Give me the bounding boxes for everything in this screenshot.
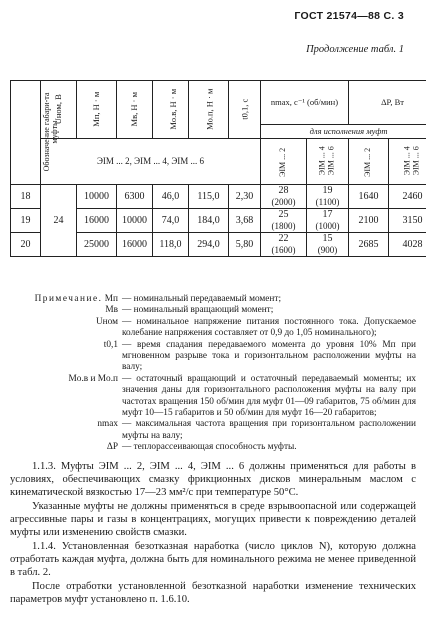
note-label: nmax (97, 419, 118, 430)
note-label: t0,1 (103, 339, 118, 350)
header-mop: Mо.п, Н · м (189, 81, 229, 139)
note-item (10, 305, 416, 316)
note-text: — номинальное напряжение питания постоянного тока. Допускаемое колебание напряжения составляет от 0,9 до 1,05 номинального); (122, 316, 416, 339)
cell-mv: 16000 (117, 233, 153, 257)
execution-label: для исполнения муфт (261, 125, 426, 139)
exec-n-2: ЭIM ... 2 (261, 139, 307, 185)
cell-size: 20 (11, 233, 41, 257)
note-item (10, 340, 416, 374)
note-text: — остаточный вращающий и остаточный передаваемый моменты; их значения даны для горизонтального расположения муфты на валу при частотах вращения 150 об/мин для муфт 01—09 габаритов, 75 об/мин для муфт 10—15 габаритов и 50 об/мин для муфт 16—20 габаритов; (122, 373, 416, 419)
table-notes (10, 294, 416, 454)
notes-title: Примечание. (34, 294, 103, 304)
cell-n2: 17 (1000) (307, 209, 349, 233)
note-label: Mп (104, 294, 118, 304)
paragraph-after: После отработки установленной безотказной наработки изменение технических параметров муфт установлено п. 1.6.10. (10, 581, 416, 606)
cell-mov: 46,0 (153, 185, 189, 209)
header-mv: Mв, Н · м (117, 81, 153, 139)
cell-p2: 4028 (389, 233, 426, 257)
page-header: ГОСТ 21574—88 С. 3 (294, 10, 404, 22)
cell-t: 5,80 (229, 233, 261, 257)
note-item (10, 419, 416, 442)
cell-t: 2,30 (229, 185, 261, 209)
cell-mn: 16000 (77, 209, 117, 233)
exec-p-2: ЭIM ... 2 (349, 139, 389, 185)
note-item (10, 374, 416, 420)
exec-group-all: ЭIM ... 2, ЭIM ... 4, ЭIM ... 6 (41, 139, 261, 185)
cell-p1: 2685 (349, 233, 389, 257)
cell-n2: 19 (1100) (307, 185, 349, 209)
header-nmax: nmax, с⁻¹ (об/мин) (261, 81, 349, 125)
paragraph-1-1-4: 1.1.4. Установленная безотказная наработка (число циклов N), которую должна отработать каждая муфта, должна быть для номинального режима не менее приведенной в табл. 2. (10, 541, 416, 579)
note-item (10, 317, 416, 340)
note-text: — теплорассеивающая способность муфты. (122, 442, 297, 453)
cell-p1: 1640 (349, 185, 389, 209)
cell-n1: 28 (2000) (261, 185, 307, 209)
header-mov: Mо.в, Н · м (153, 81, 189, 139)
cell-mn: 25000 (77, 233, 117, 257)
cell-mop: 184,0 (189, 209, 229, 233)
cell-t: 3,68 (229, 209, 261, 233)
note-text: — номинальный передаваемый момент; (122, 294, 282, 304)
note-label: ΔP (106, 442, 118, 453)
cell-p2: 2460 (389, 185, 426, 209)
cell-voltage: 24 (41, 185, 77, 257)
cell-size: 19 (11, 209, 41, 233)
cell-mv: 10000 (117, 209, 153, 233)
cell-n2: 15 (900) (307, 233, 349, 257)
note-label: Uном (95, 316, 118, 327)
cell-size: 18 (11, 185, 41, 209)
cell-p2: 3150 (389, 209, 426, 233)
parameters-table (10, 80, 426, 257)
note-text: — номинальный вращающий момент; (122, 305, 274, 316)
table-row (11, 185, 426, 209)
note-label: Mв (105, 305, 118, 316)
cell-mn: 10000 (77, 185, 117, 209)
note-item (10, 442, 416, 453)
exec-p-46: ЭIM ... 4 ЭIM ... 6 (389, 139, 426, 185)
note-text: — время спадания передаваемого момента до уровня 10% Mп при мгновенном разрыве тока и горизонтальном расположении муфты на валу; (122, 339, 416, 373)
header-voltage: Uном, В (41, 81, 77, 139)
cell-p1: 2100 (349, 209, 389, 233)
exec-n-46: ЭIM ... 4 ЭIM ... 6 (307, 139, 349, 185)
cell-n1: 25 (1800) (261, 209, 307, 233)
paragraph-1-1-3: 1.1.3. Муфты ЭIM ... 2, ЭIM ... 4, ЭIM ... 6 должны применяться для работы в условиях, обеспечивающих смазку фрикционных дисков минеральным маслом с кинематической вязкостью 17—23 мм²/с при температуре 50°С. (10, 461, 416, 499)
header-t: t0,1, с (229, 81, 261, 139)
cell-mop: 294,0 (189, 233, 229, 257)
cell-mv: 6300 (117, 185, 153, 209)
cell-n1: 22 (1600) (261, 233, 307, 257)
cell-mov: 74,0 (153, 209, 189, 233)
note-label: Mо.в и Mо.п (68, 373, 118, 384)
note-text: — максимальная частота вращения при горизонтальном расположении муфты на валу; (122, 419, 416, 441)
header-dp: ΔP, Вт (349, 81, 426, 125)
cell-mov: 118,0 (153, 233, 189, 257)
cell-mop: 115,0 (189, 185, 229, 209)
table-continuation-label: Продолжение табл. 1 (306, 44, 404, 55)
paragraph-restriction: Указанные муфты не должны применяться в среде взрывоопасной или содержащей агрессивные пары и газы в концентрациях, могущих привести к повреждению деталей муфты или изменению свойств смазки. (10, 501, 416, 539)
header-size: Обозначение габари-та муфты (11, 81, 41, 185)
header-mn: Mп, Н · м (77, 81, 117, 139)
note-item (10, 294, 416, 305)
